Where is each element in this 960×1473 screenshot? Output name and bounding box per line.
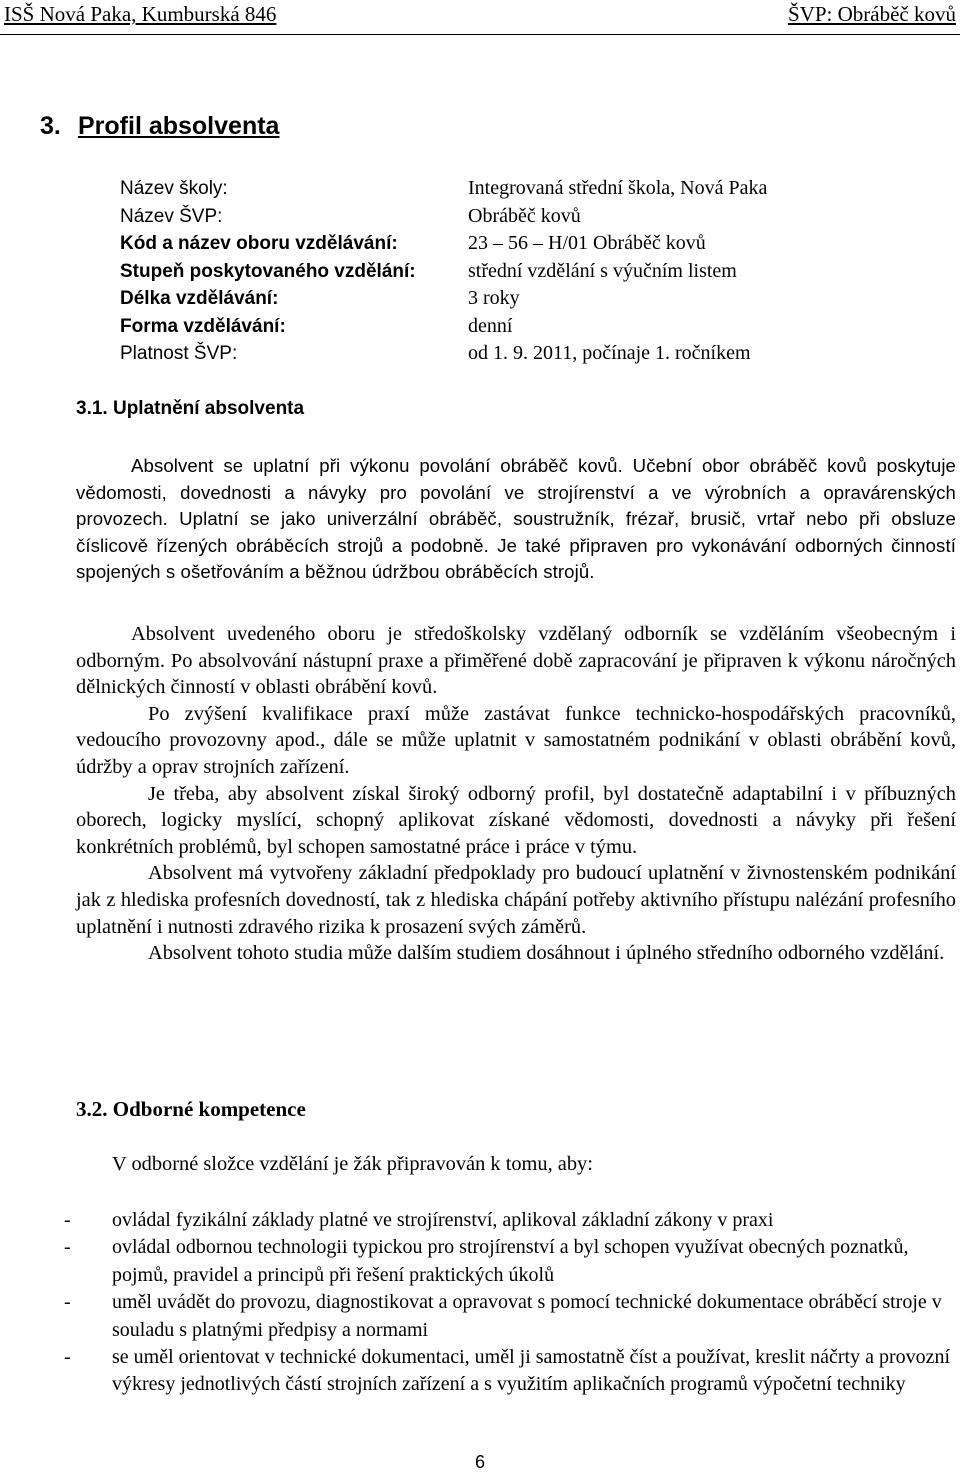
info-label: Délka vzdělávání:	[120, 288, 279, 309]
list-bullet: -	[64, 1291, 71, 1314]
paragraph-text: Absolvent tohoto studia může dalším studiem dosáhnout i úplného středního odborného vzdělání.	[148, 942, 945, 965]
subsection-heading-uplatneni: 3.1. Uplatnění absolventa	[76, 398, 305, 419]
list-bullet: -	[64, 1346, 71, 1369]
list-item-text: ovládal fyzikální základy platné ve strojírenství, aplikoval základní zákony v praxi	[112, 1209, 774, 1231]
list-bullet: -	[64, 1236, 71, 1259]
info-row	[120, 258, 767, 286]
info-label: Kód a název oboru vzdělávání:	[120, 233, 398, 254]
competence-list	[64, 1207, 954, 1399]
info-label: Forma vzdělávání:	[120, 315, 286, 337]
page-number: 6	[474, 1452, 485, 1472]
list-intro: V odborné složce vzdělání je žák připravován k tomu, aby:	[112, 1153, 593, 1175]
info-row	[120, 175, 767, 203]
section-number: 3.	[40, 112, 61, 140]
list-item-text: ovládal odbornou technologii typickou pro strojírenství a byl schopen využívat obecných poznatků, pojmů, pravidel a principů při řešení praktických úkolů	[112, 1236, 909, 1286]
info-row	[120, 285, 767, 313]
paragraph-text: Je třeba, aby absolvent získal široký odborný profil, byl dostatečně adaptabilní i v příbuzných oborech, logicky myslící, schopný aplikovat získané vědomosti, dovednosti a návyky při řešení konkrétních problémů, byl schopen samostatné práce i práce v týmu.	[76, 782, 956, 858]
section-heading	[40, 112, 279, 141]
paragraph-text: Absolvent uvedeného oboru je středoškolsky vzdělaný odborník se vzděláním všeobecným i odborným. Po absolvování nástupní praxe a přiměřené době zapracování je připraven k výkonu náročných dělnických činností v oblasti obrábění kovů.	[76, 623, 956, 699]
info-value: Integrovaná střední škola, Nová Paka	[468, 177, 768, 199]
info-value: střední vzdělání s výučním listem	[468, 259, 737, 282]
header-program: ŠVP: Obráběč kovů	[788, 2, 956, 26]
info-value: Obráběč kovů	[468, 204, 581, 227]
section-title: Profil absolventa	[78, 112, 280, 140]
info-row	[120, 340, 767, 368]
info-value: 3 roky	[468, 287, 520, 309]
info-label: Platnost ŠVP:	[120, 343, 238, 364]
list-item-text: se uměl orientovat v technické dokumentaci, uměl ji samostatně číst a používat, kreslit náčrty a provozní výkresy jednotlivých částí strojních zařízení a s využitím aplikačních programů výpočetní techniky	[112, 1346, 951, 1396]
info-label: Název školy:	[120, 178, 228, 199]
list-item	[64, 1234, 954, 1289]
paragraph-uplatneni-1	[76, 453, 956, 586]
list-item	[64, 1344, 954, 1399]
info-label: Stupeň poskytovaného vzdělání:	[120, 260, 416, 282]
list-bullet: -	[64, 1209, 71, 1231]
info-row	[120, 203, 767, 231]
subsection-heading-kompetence: 3.2. Odborné kompetence	[76, 1097, 306, 1121]
info-value: od 1. 9. 2011, počínaje 1. ročníkem	[468, 342, 751, 364]
info-row	[120, 230, 767, 258]
paragraph-group	[76, 621, 956, 967]
paragraph-text: Po zvýšení kvalifikace praxí může zastávat funkce technicko-hospodářských pracovníků, vedoucího provozovny apod., dále se může uplatnit v samostatném podnikání v oblasti obrábění kovů, údržby a oprav strojních zařízení.	[76, 702, 956, 778]
info-label: Název ŠVP:	[120, 205, 223, 227]
info-row	[120, 313, 767, 341]
info-value: denní	[468, 314, 513, 337]
paragraph-text: Absolvent se uplatní při výkonu povolání obráběč kovů. Učební obor obráběč kovů poskytuje vědomosti, dovednosti a návyky pro povolání ve strojírenství a ve výrobních a opravárenských provozech. Uplatní se jako univerzální obráběč, soustružník, frézař, brusič, vrtař nebo při obsluze číslicově řízených obráběcích strojů a podobně. Je také připraven pro vykonávání odborných činností spojených s ošetřováním a běžnou údržbou obráběcích strojů.	[76, 455, 956, 582]
info-value: 23 – 56 – H/01 Obráběč kovů	[468, 232, 706, 254]
list-item	[64, 1289, 954, 1344]
list-item	[64, 1207, 954, 1234]
list-item-text: uměl uvádět do provozu, diagnostikovat a opravovat s pomocí technické dokumentace obráběcí stroje v souladu s platnými předpisy a normami	[112, 1291, 942, 1341]
info-table	[120, 175, 767, 368]
header-school: ISŠ Nová Paka, Kumburská 846	[4, 2, 277, 26]
page-header	[0, 0, 960, 35]
paragraph-text: Absolvent má vytvořeny základní předpoklady pro budoucí uplatnění v živnostenském podnikání jak z hlediska profesních dovedností, tak z hlediska chápání potřeby aktivního přístupu nalézání profesního uplatnění i nutnosti zdravého rizika k prosazení svých záměrů.	[76, 862, 956, 938]
